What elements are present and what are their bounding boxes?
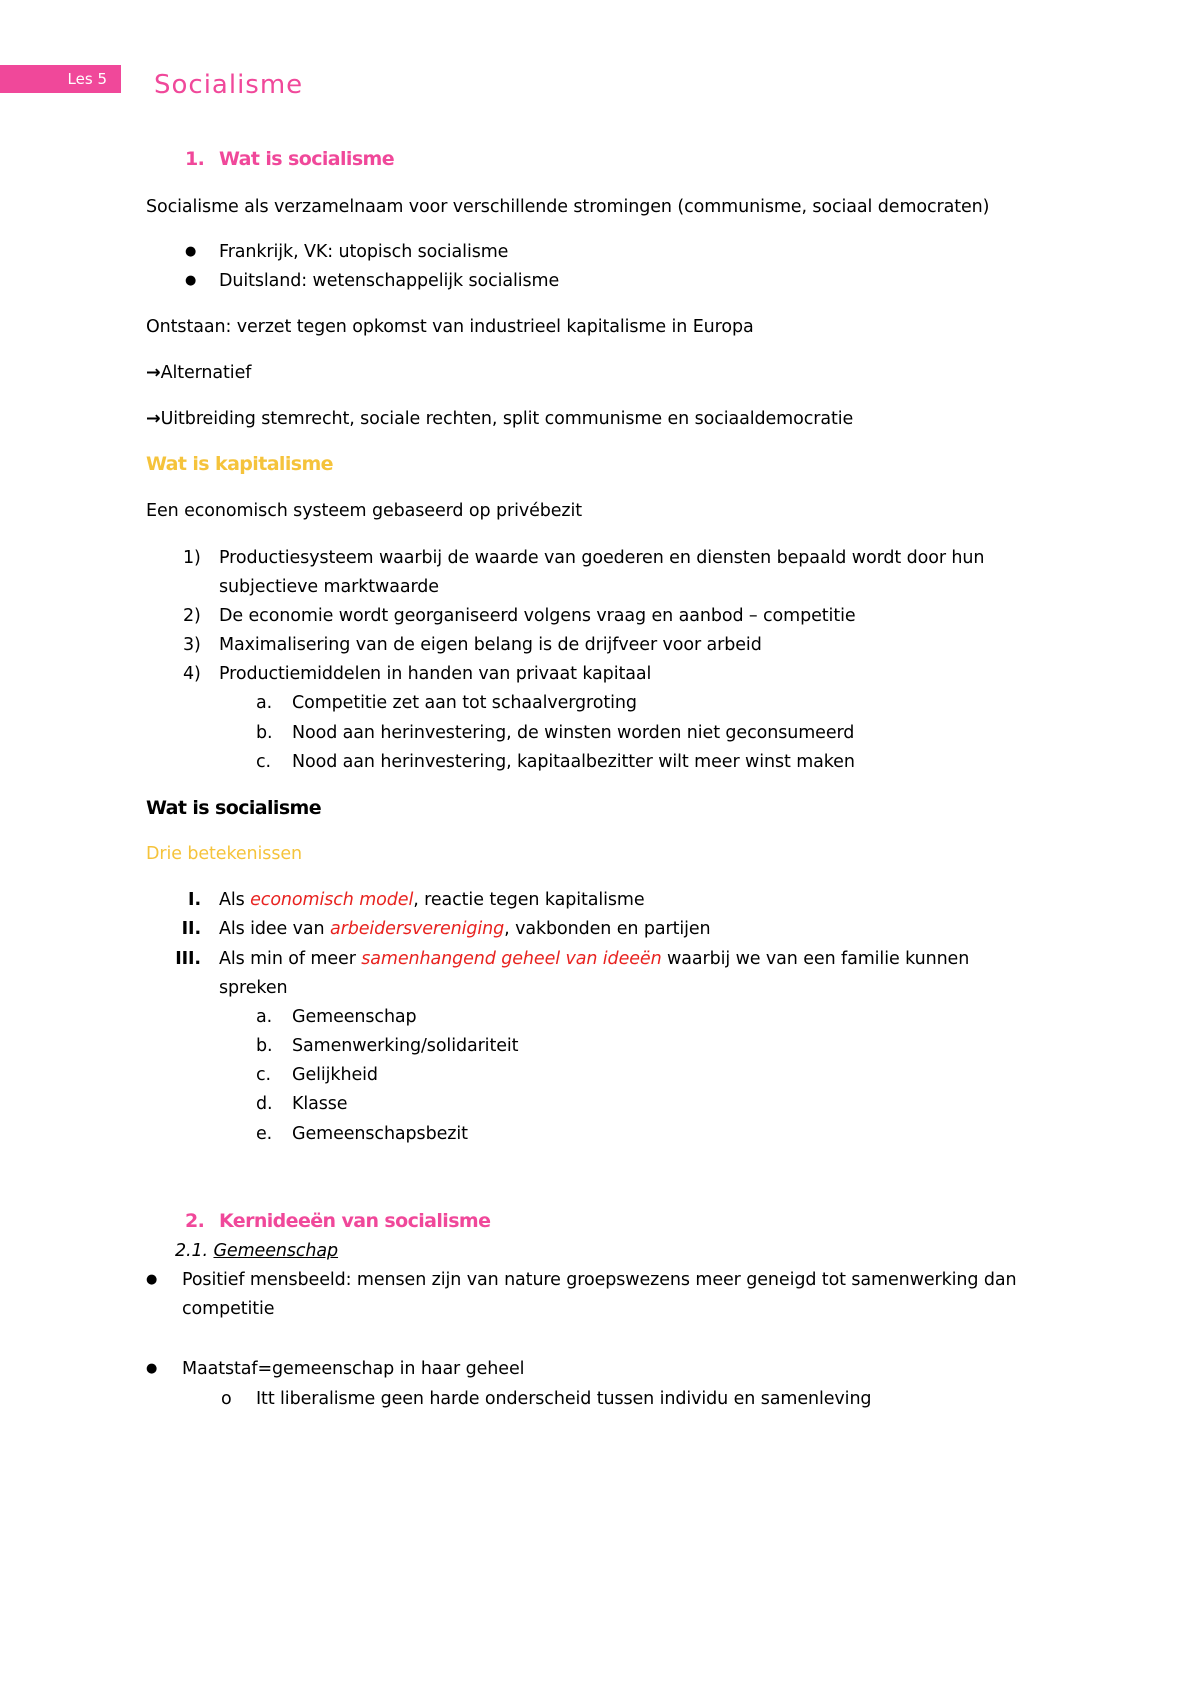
bullet-icon: ● bbox=[185, 273, 197, 288]
sublist-item: Nood aan herinvestering, kapitaalbezitter wilt meer winst maken bbox=[292, 752, 855, 772]
sublist-item: Gelijkheid bbox=[292, 1065, 378, 1085]
section-2-number: 2. bbox=[185, 1210, 205, 1232]
sublist-letter: a. bbox=[256, 1007, 273, 1027]
sublist-letter: a. bbox=[256, 693, 273, 713]
meaning-item-continuation: spreken bbox=[219, 978, 288, 998]
arrow-line: →Uitbreiding stemrecht, sociale rechten, split communisme en sociaaldemocratie bbox=[146, 409, 854, 429]
section-2-heading: Kernideeën van socialisme bbox=[219, 1210, 491, 1232]
sublist-item: Gemeenschap bbox=[292, 1007, 417, 1027]
socialisme-heading: Wat is socialisme bbox=[146, 797, 322, 819]
list-item-continuation: subjectieve marktwaarde bbox=[219, 577, 439, 597]
section-1-heading: Wat is socialisme bbox=[219, 148, 395, 170]
list-item: Productiemiddelen in handen van privaat kapitaal bbox=[219, 664, 652, 684]
bullet-icon: ● bbox=[146, 1361, 158, 1376]
lesson-tag: Les 5 bbox=[0, 65, 121, 93]
arrow-right-icon: → bbox=[146, 409, 161, 429]
intro-paragraph: Socialisme als verzamelnaam voor verschillende stromingen (communisme, sociaal democraten) bbox=[146, 197, 990, 217]
list-item: De economie wordt georganiseerd volgens vraag en aanbod – competitie bbox=[219, 606, 856, 626]
list-item: Maatstaf=gemeenschap in haar geheel bbox=[182, 1359, 525, 1379]
arrow-right-icon: → bbox=[146, 363, 161, 383]
sublist-letter: c. bbox=[256, 752, 271, 772]
kapitalisme-heading: Wat is kapitalisme bbox=[146, 453, 333, 475]
list-item: Positief mensbeeld: mensen zijn van nature groepswezens meer geneigd tot samenwerking dan bbox=[182, 1270, 1017, 1290]
list-item: Productiesysteem waarbij de waarde van goederen en diensten bepaald wordt door hun bbox=[219, 548, 985, 568]
arrow-line: →Alternatief bbox=[146, 363, 252, 383]
meaning-item: Als idee van arbeidersvereniging, vakbonden en partijen bbox=[219, 919, 711, 939]
list-number: 4) bbox=[183, 664, 201, 684]
page-title: Socialisme bbox=[154, 70, 304, 100]
sublist-item: Itt liberalisme geen harde onderscheid tussen individu en samenleving bbox=[256, 1389, 872, 1409]
meaning-item: Als economisch model, reactie tegen kapitalisme bbox=[219, 890, 645, 910]
list-number: 2) bbox=[183, 606, 201, 626]
sublist-letter: e. bbox=[256, 1124, 273, 1144]
list-number: 3) bbox=[183, 635, 201, 655]
sublist-letter: c. bbox=[256, 1065, 271, 1085]
roman-numeral: II. bbox=[181, 919, 201, 939]
sublist-item: Nood aan herinvestering, de winsten worden niet geconsumeerd bbox=[292, 723, 855, 743]
meanings-subheading: Drie betekenissen bbox=[146, 844, 302, 864]
roman-numeral: III. bbox=[175, 949, 201, 969]
list-item: Frankrijk, VK: utopisch socialisme bbox=[219, 242, 509, 262]
circle-bullet-icon: o bbox=[221, 1389, 232, 1409]
section-1-number: 1. bbox=[185, 148, 205, 170]
roman-numeral: I. bbox=[188, 890, 201, 910]
sublist-letter: b. bbox=[256, 723, 273, 743]
subsection-title: 2.1. Gemeenschap bbox=[175, 1241, 339, 1261]
sublist-item: Klasse bbox=[292, 1094, 348, 1114]
sublist-letter: d. bbox=[256, 1094, 273, 1114]
list-item-continuation: competitie bbox=[182, 1299, 275, 1319]
list-item: Duitsland: wetenschappelijk socialisme bbox=[219, 271, 560, 291]
sublist-letter: b. bbox=[256, 1036, 273, 1056]
sublist-item: Samenwerking/solidariteit bbox=[292, 1036, 519, 1056]
meaning-item: Als min of meer samenhangend geheel van ideeën waarbij we van een familie kunnen bbox=[219, 949, 970, 969]
sublist-item: Competitie zet aan tot schaalvergroting bbox=[292, 693, 637, 713]
list-item: Maximalisering van de eigen belang is de drijfveer voor arbeid bbox=[219, 635, 762, 655]
bullet-icon: ● bbox=[185, 244, 197, 259]
kapitalisme-intro: Een economisch systeem gebaseerd op privébezit bbox=[146, 501, 583, 521]
sublist-item: Gemeenschapsbezit bbox=[292, 1124, 468, 1144]
bullet-icon: ● bbox=[146, 1272, 158, 1287]
list-number: 1) bbox=[183, 548, 201, 568]
origin-paragraph: Ontstaan: verzet tegen opkomst van industrieel kapitalisme in Europa bbox=[146, 317, 754, 337]
